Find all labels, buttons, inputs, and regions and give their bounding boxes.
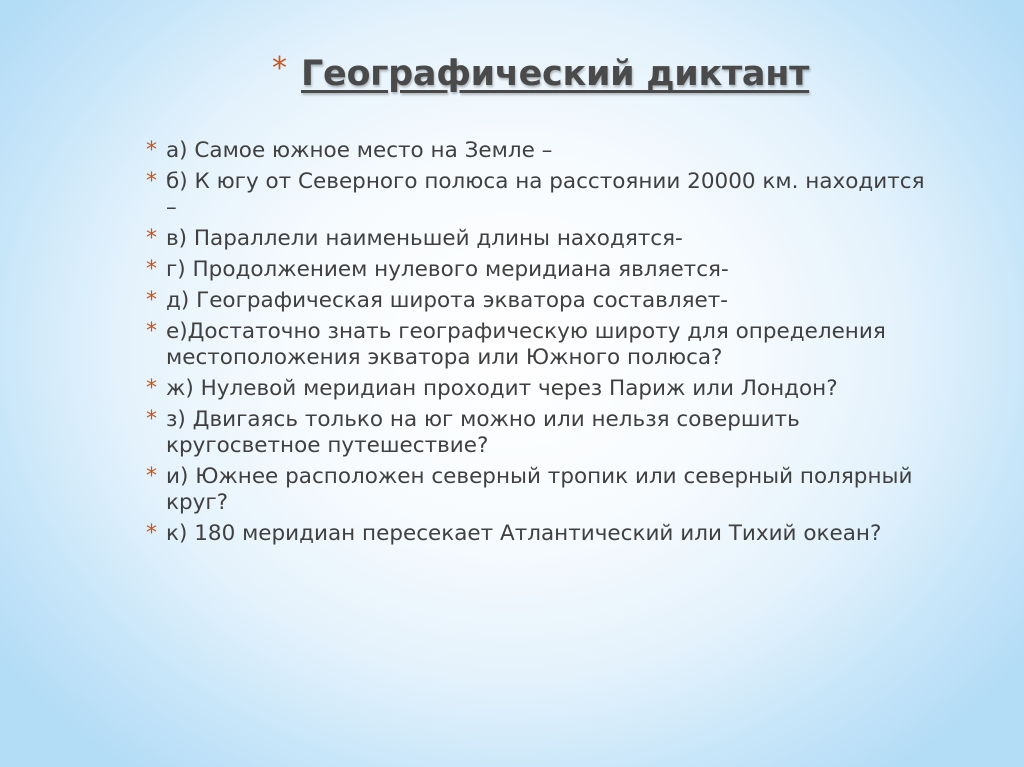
list-item xyxy=(146,138,926,164)
list-item xyxy=(146,376,926,402)
list-item xyxy=(146,464,926,516)
list-item-text: г) Продолжением нулевого меридиана является- xyxy=(166,257,729,282)
list-item xyxy=(146,226,926,252)
list-item-text: к) 180 меридиан пересекает Атлантический или Тихий океан? xyxy=(166,521,882,546)
list-item xyxy=(146,288,926,314)
question-list xyxy=(146,138,926,552)
slide-title: Географический диктант xyxy=(301,54,810,94)
list-item-text: з) Двигаясь только на юг можно или нельзя совершить кругосветное путешествие? xyxy=(166,407,800,458)
bullet-icon: * xyxy=(146,521,157,546)
title-bullet-icon: * xyxy=(272,51,287,86)
bullet-icon: * xyxy=(146,407,157,432)
list-item xyxy=(146,257,926,283)
list-item-text: ж) Нулевой меридиан проходит через Париж или Лондон? xyxy=(166,376,838,401)
list-item xyxy=(146,407,926,459)
list-item xyxy=(146,319,926,371)
list-item-text: и) Южнее расположен северный тропик или северный полярный круг? xyxy=(166,464,913,515)
list-item-text: д) Географическая широта экватора составляет- xyxy=(166,288,729,313)
bullet-icon: * xyxy=(146,257,157,282)
bullet-icon: * xyxy=(146,376,157,401)
list-item xyxy=(146,521,926,547)
bullet-icon: * xyxy=(146,169,157,194)
title-row xyxy=(272,50,809,98)
list-item-text: в) Параллели наименьшей длины находятся- xyxy=(166,226,683,251)
list-item-text: а) Самое южное место на Земле – xyxy=(166,138,553,163)
list-item xyxy=(146,169,926,221)
bullet-icon: * xyxy=(146,138,157,163)
bullet-icon: * xyxy=(146,319,157,344)
list-item-text: е)Достаточно знать географическую широту для определения местоположения экватора или Южного полюса? xyxy=(166,319,886,370)
list-item-text: б) К югу от Северного полюса на расстоянии 20000 км. находится – xyxy=(166,169,925,220)
bullet-icon: * xyxy=(146,288,157,313)
bullet-icon: * xyxy=(146,464,157,489)
bullet-icon: * xyxy=(146,226,157,251)
